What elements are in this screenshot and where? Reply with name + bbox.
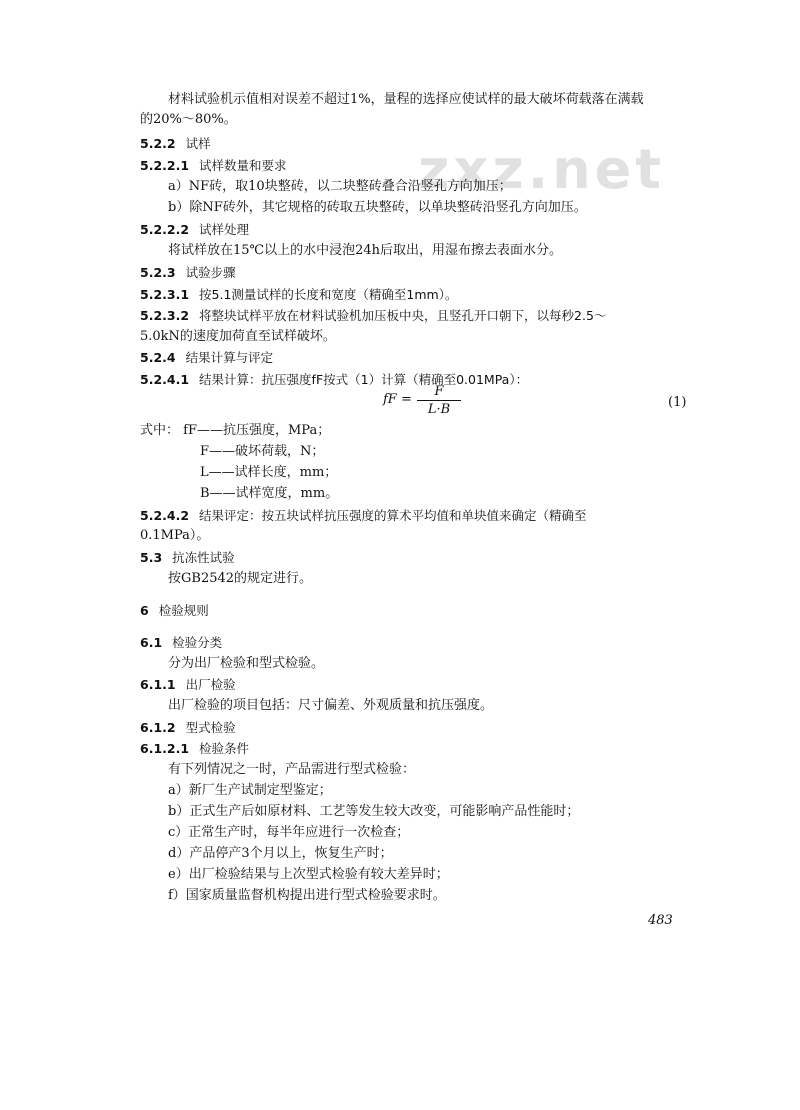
section-heading: 5.2.2.2 试样处理 xyxy=(140,222,250,237)
section-heading: 5.2.3.2 将整块试样平放在材料试验机加压板中央，且竖孔开口朝下，以每秒2.5～ xyxy=(140,308,607,323)
fraction-bar xyxy=(417,400,461,401)
text-line: 的20%～80%。 xyxy=(140,112,237,127)
text-line: 5.0kN的速度加荷直至试样破坏。 xyxy=(140,329,336,344)
section-heading: 6.1 检验分类 xyxy=(140,635,223,650)
text-line: 材料试验机示值相对误差不超过1%，量程的选择应使试样的最大破坏荷载落在满载 xyxy=(168,92,644,107)
variable-definition: 式中： fF——抗压强度，MPa； xyxy=(140,423,331,438)
formula-fraction xyxy=(417,384,461,417)
watermark: zxz.net xyxy=(418,138,666,201)
text-line: 出厂检验的项目包括：尺寸偏差、外观质量和抗压强度。 xyxy=(168,698,494,713)
section-heading: 6.1.2.1 检验条件 xyxy=(140,741,250,756)
section-heading: 5.3 抗冻性试验 xyxy=(140,550,235,565)
list-item: b）除NF砖外，其它规格的砖取五块整砖，以单块整砖沿竖孔方向加压。 xyxy=(168,200,587,215)
text-line: 按GB2542的规定进行。 xyxy=(168,571,313,586)
section-heading: 5.2.4 结果计算与评定 xyxy=(140,350,274,365)
section-heading: 5.2.3.1 按5.1测量试样的长度和宽度（精确至1mm）。 xyxy=(140,287,458,302)
section-heading: 5.2.3 试验步骤 xyxy=(140,265,236,280)
formula-denominator: L·B xyxy=(427,402,451,417)
list-item: e）出厂检验结果与上次型式检验有较大差异时； xyxy=(168,867,449,882)
page-number: 483 xyxy=(648,913,673,928)
section-heading: 5.2.4.2 结果评定：按五块试样抗压强度的算术平均值和单块值来确定（精确至 xyxy=(140,508,587,523)
variable-definition: F——破坏荷载，N； xyxy=(200,444,325,459)
section-heading: 6.1.2 型式检验 xyxy=(140,720,236,735)
text-line: 有下列情况之一时，产品需进行型式检验： xyxy=(168,762,416,777)
section-heading: 5.2.4.1 结果计算：抗压强度fF按式（1）计算（精确至0.01MPa）： xyxy=(140,372,529,387)
list-item: c）正常生产时，每半年应进行一次检查； xyxy=(168,825,410,840)
chapter-heading: 6 检验规则 xyxy=(140,603,209,618)
list-item: f）国家质量监督机构提出进行型式检验要求时。 xyxy=(168,888,446,903)
variable-definition: L——试样长度，mm； xyxy=(200,465,338,480)
text-line: 分为出厂检验和型式检验。 xyxy=(168,656,325,671)
equation-number: (1) xyxy=(668,395,687,410)
text-line: 0.1MPa）。 xyxy=(140,528,210,543)
variable-definition: B——试样宽度，mm。 xyxy=(200,486,339,501)
list-item: a）NF砖，取10块整砖，以二块整砖叠合沿竖孔方向加压； xyxy=(168,179,512,194)
formula xyxy=(383,384,483,418)
formula-numerator: F xyxy=(434,384,444,399)
list-item: b）正式生产后如原材料、工艺等发生较大改变，可能影响产品性能时； xyxy=(168,804,580,819)
section-heading: 5.2.2.1 试样数量和要求 xyxy=(140,158,287,173)
section-heading: 6.1.1 出厂检验 xyxy=(140,677,236,692)
formula-lhs: fF = xyxy=(383,392,412,407)
section-heading: 5.2.2 试样 xyxy=(140,136,211,151)
text-line: 将试样放在15℃以上的水中浸泡24h后取出，用湿布擦去表面水分。 xyxy=(168,243,562,258)
list-item: a）新厂生产试制定型鉴定； xyxy=(168,783,332,798)
list-item: d）产品停产3个月以上，恢复生产时； xyxy=(168,846,393,861)
